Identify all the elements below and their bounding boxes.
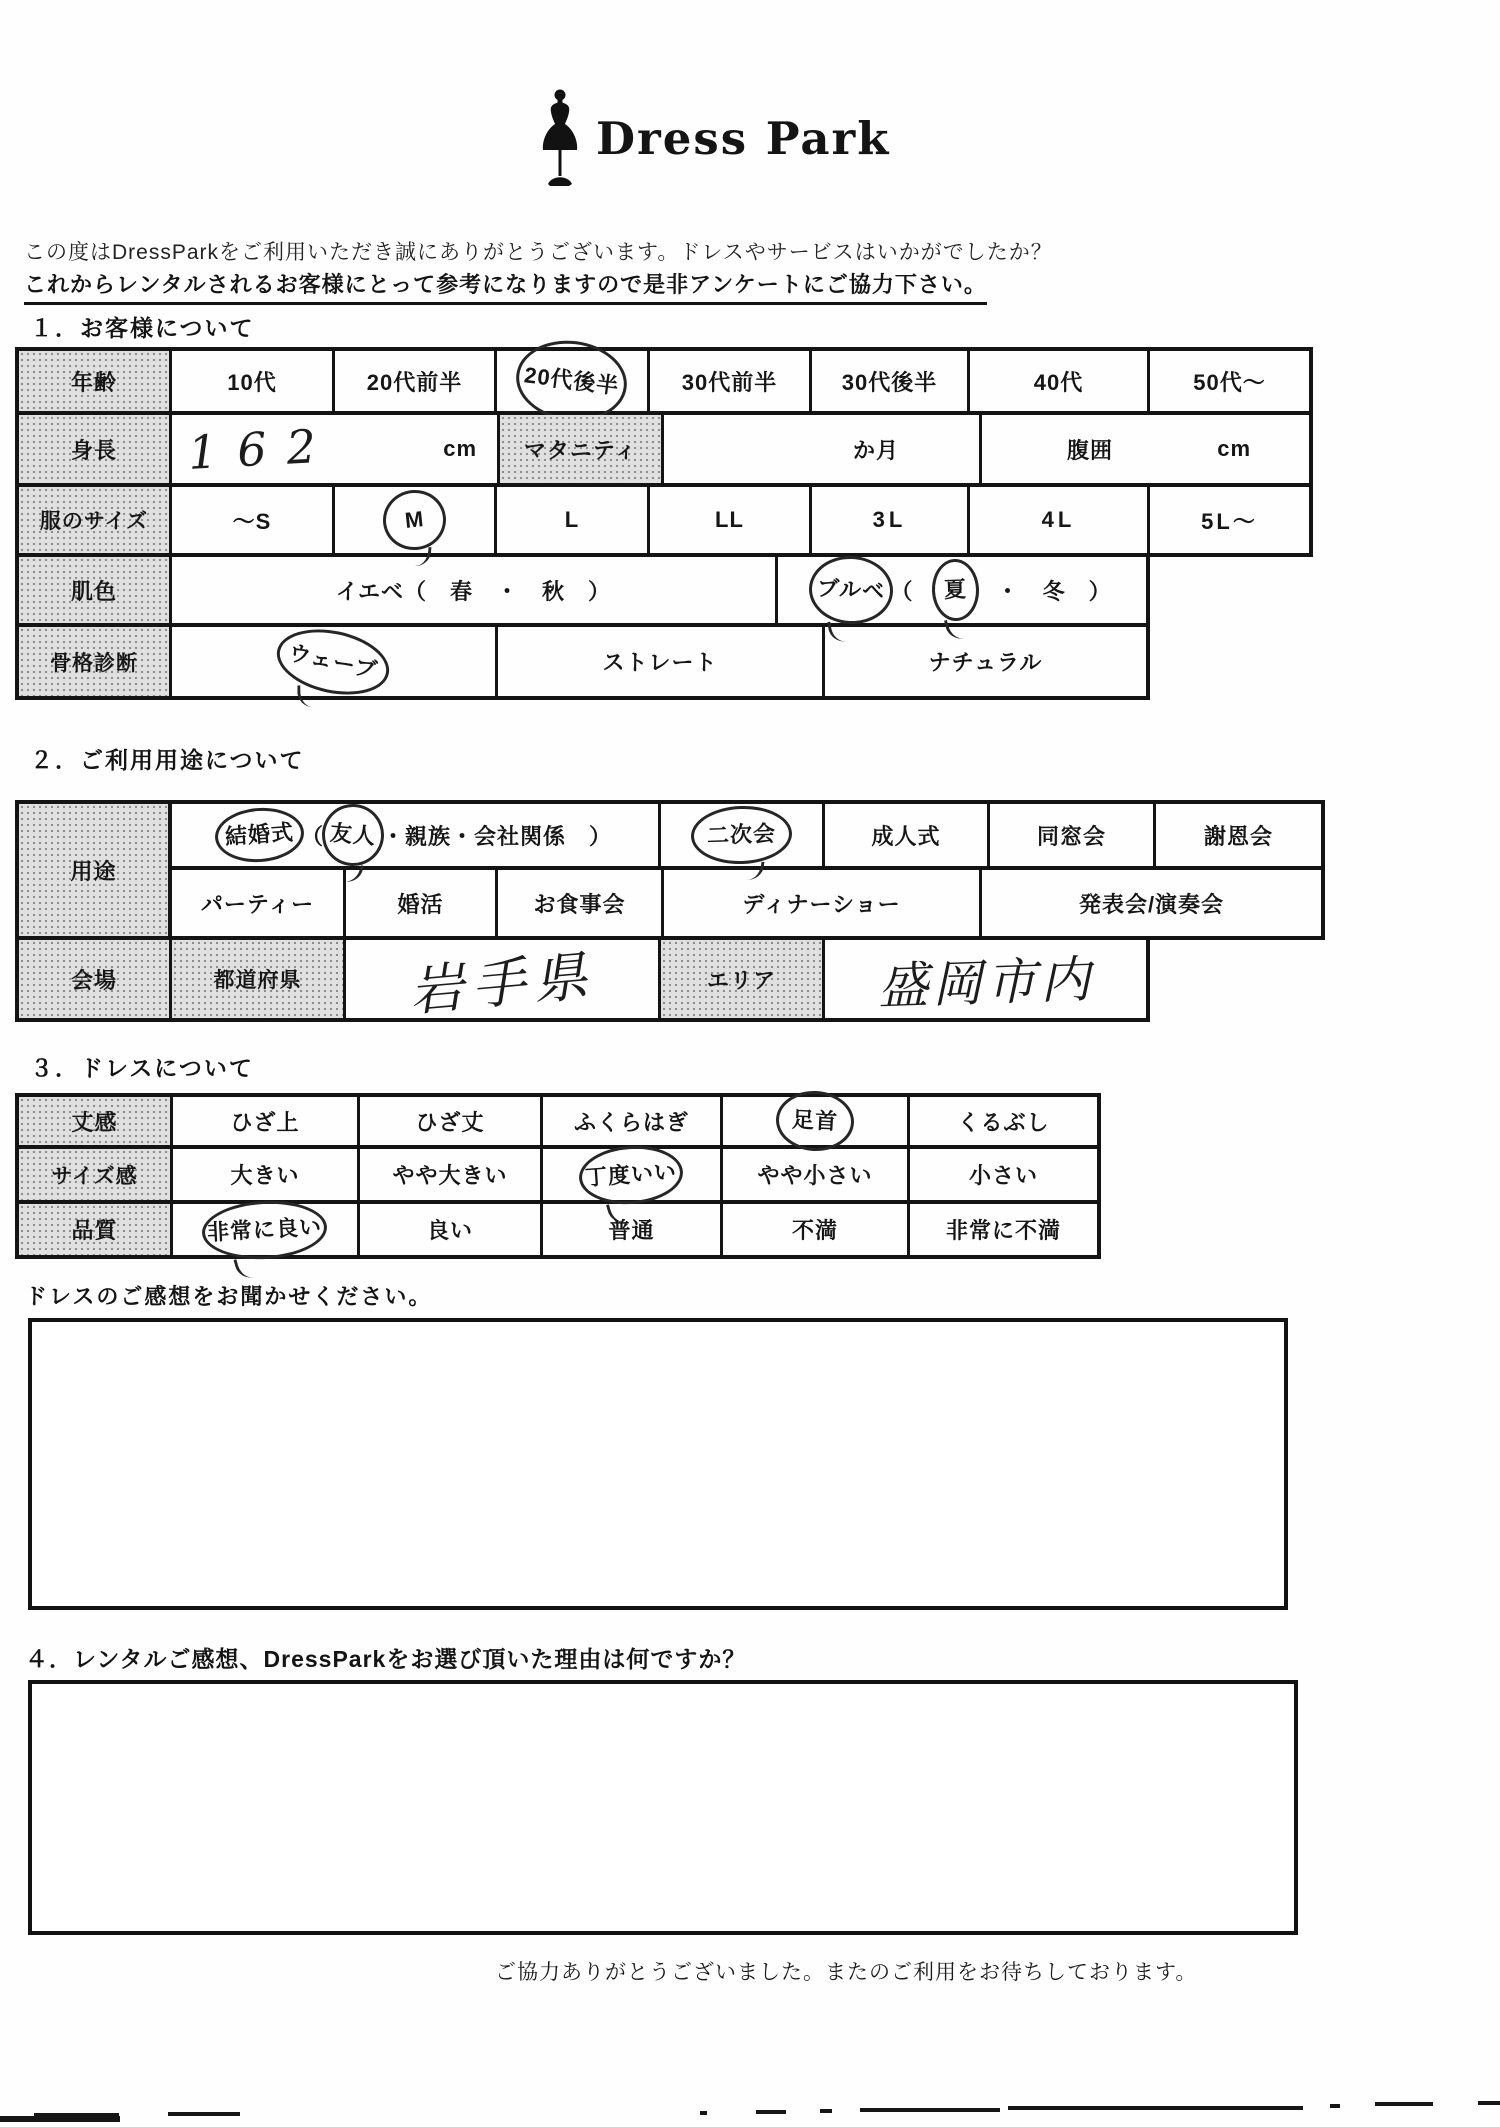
length-header: 丈感: [15, 1093, 173, 1149]
quality-option-label: 非常に良い: [206, 1213, 324, 1245]
section3-heading: ３．ドレスについて: [30, 1055, 254, 1081]
handwritten-circle: [808, 554, 896, 626]
length-option: くるぶし: [910, 1093, 1101, 1149]
usage-option-label: 二次会: [706, 820, 777, 849]
length-row: [15, 1093, 1101, 1149]
waist-cell: [982, 415, 1313, 487]
height-header: 身長: [15, 415, 172, 487]
length-option: ひざ上: [173, 1093, 360, 1149]
quality-option: 不満: [723, 1204, 910, 1259]
handwritten-circle: [319, 801, 386, 868]
frame-row: [15, 627, 1313, 700]
skin-blue-label: ブルベ: [816, 575, 887, 604]
brand-logo: [534, 88, 890, 188]
size-option: LL: [650, 487, 812, 557]
usage-row-1: [172, 800, 1325, 870]
paren-close: ）: [566, 823, 613, 849]
length-option-label: 足首: [791, 1106, 839, 1135]
dress-table: [15, 1093, 1101, 1259]
frame-option-label: ウェーブ: [286, 639, 381, 683]
area-label: エリア: [661, 940, 825, 1022]
length-option: ひざ丈: [360, 1093, 543, 1149]
quality-option: 普通: [543, 1204, 723, 1259]
customer-table: [15, 347, 1313, 700]
usage-row-2: [172, 870, 1325, 940]
brand-name: Dress Park: [596, 111, 891, 165]
age-option-label: 20代後半: [523, 362, 621, 399]
paren-close: ）: [1065, 578, 1112, 604]
handwritten-circle: [271, 619, 395, 703]
fit-header: サイズ感: [15, 1149, 173, 1204]
area-value-cell: [825, 940, 1150, 1022]
age-row: [15, 347, 1313, 415]
fit-option: やや大きい: [360, 1149, 543, 1204]
fit-option-label: 丁度いい: [584, 1158, 679, 1190]
prefecture-label: 都道府県: [172, 940, 346, 1022]
maternity-months-cell: か月: [664, 415, 982, 487]
size-option-label: M: [403, 506, 426, 533]
wedding-rest-label: ・親族・会社関係: [382, 823, 567, 849]
handwritten-prefecture: 岩手県: [406, 943, 598, 1023]
height-value-cell: [172, 415, 500, 487]
age-option: 50代～: [1150, 347, 1313, 415]
quality-option: 非常に不満: [910, 1204, 1101, 1259]
usage-option: パーティー: [172, 870, 346, 940]
skin-winter-label: 冬: [1042, 578, 1066, 604]
size-option: 4L: [970, 487, 1150, 557]
handwritten-circle: [512, 335, 632, 428]
usage-option: お食事会: [498, 870, 664, 940]
height-row: [15, 415, 1313, 487]
dress-mannequin-icon: [534, 88, 586, 188]
age-option-selected: [497, 347, 650, 415]
thanks-text: ご協力ありがとうございました。またのご利用をお待ちしております。: [495, 1961, 1198, 1984]
paren-open: （: [300, 823, 324, 849]
skin-summer-label: 夏: [943, 576, 967, 603]
usage-header-col: [15, 800, 172, 940]
usage-option-selected: [661, 800, 825, 870]
intro-text: この度はDressParkをご利用いただき誠にありがとうございます。ドレスやサービスはいかがでしたか？: [24, 241, 1053, 264]
frame-option-selected: [172, 627, 498, 700]
height-unit: cm: [443, 436, 477, 461]
wedding-label: 結婚式: [224, 819, 295, 850]
handwritten-circle: [201, 1197, 329, 1261]
usage-top-block: [15, 800, 1325, 940]
quality-row: [15, 1204, 1101, 1259]
fit-option: 小さい: [910, 1149, 1101, 1204]
dress-comment-box: [28, 1318, 1288, 1610]
usage-table: [15, 800, 1325, 1022]
rental-comment-box: [28, 1680, 1298, 1935]
size-option-selected: [335, 487, 497, 557]
handwritten-height: 162: [186, 418, 338, 480]
handwritten-circle: [213, 805, 306, 865]
handwritten-circle: [380, 487, 449, 553]
waist-unit: cm: [1217, 436, 1251, 461]
skin-header: 肌色: [15, 557, 172, 627]
age-option: 30代後半: [812, 347, 970, 415]
skin-blue-cell: [778, 557, 1150, 627]
section2-heading: ２．ご利用用途について: [30, 747, 305, 773]
usage-option: 成人式: [825, 800, 990, 870]
frame-option: ナチュラル: [825, 627, 1150, 700]
prefecture-value-cell: [346, 940, 661, 1022]
quality-header: 品質: [15, 1204, 173, 1259]
fit-row: [15, 1149, 1101, 1204]
usage-option: 発表会/演奏会: [982, 870, 1325, 940]
handwritten-area: 盛岡市内: [876, 950, 1095, 1016]
length-option-selected: [723, 1093, 910, 1149]
fit-option: やや小さい: [723, 1149, 910, 1204]
size-option: 5L～: [1150, 487, 1313, 557]
venue-row: [15, 940, 1325, 1022]
fit-option-selected: [543, 1149, 723, 1204]
paren-open: （: [890, 578, 937, 604]
separator-dot: ・: [973, 578, 1043, 604]
usage-option: 同窓会: [990, 800, 1156, 870]
venue-header: 会場: [15, 940, 172, 1022]
handwritten-circle: [930, 558, 979, 622]
skin-yellow-label: イエベ: [335, 578, 405, 604]
usage-option: 婚活: [346, 870, 498, 940]
age-option: 40代: [970, 347, 1150, 415]
handwritten-circle: [774, 1089, 855, 1153]
age-header: 年齢: [15, 347, 172, 415]
age-option: 20代前半: [335, 347, 497, 415]
handwritten-circle: [578, 1142, 686, 1207]
skin-yellow-cell: [172, 557, 778, 627]
size-option: 3L: [812, 487, 970, 557]
waist-label: 腹囲: [1067, 437, 1114, 463]
section4-heading: ４．レンタルご感想、DressParkをお選び頂いた理由は何ですか？: [25, 1646, 747, 1672]
size-option: L: [497, 487, 650, 557]
wedding-cell: [172, 800, 661, 870]
wedding-guest-label: 友人: [329, 820, 378, 849]
length-option: ふくらはぎ: [543, 1093, 723, 1149]
section1-heading: １．お客様について: [30, 315, 255, 341]
quality-option-selected: [173, 1204, 360, 1259]
usage-header: 用途: [15, 800, 172, 940]
handwritten-circle: [690, 804, 793, 865]
quality-option: 良い: [360, 1204, 543, 1259]
intro-request-text: これからレンタルされるお客様にとって参考になりますので是非アンケートにご協力下さい。: [24, 268, 987, 305]
usage-options-block: [172, 800, 1325, 940]
size-option: ～S: [172, 487, 335, 557]
frame-option: ストレート: [498, 627, 825, 700]
maternity-header: マタニティ: [500, 415, 664, 487]
dress-comment-prompt: ドレスのご感想をお聞かせください。: [25, 1284, 433, 1309]
usage-option: ディナーショー: [664, 870, 982, 940]
fit-option: 大きい: [173, 1149, 360, 1204]
usage-option: 謝恩会: [1156, 800, 1325, 870]
age-option: 10代: [172, 347, 335, 415]
size-header: 服のサイズ: [15, 487, 172, 557]
age-option: 30代前半: [650, 347, 812, 415]
size-row: [15, 487, 1313, 557]
frame-header: 骨格診断: [15, 627, 172, 700]
skin-yellow-seasons: （ 春 ・ 秋 ）: [404, 578, 612, 604]
skin-tone-row: [15, 557, 1313, 627]
